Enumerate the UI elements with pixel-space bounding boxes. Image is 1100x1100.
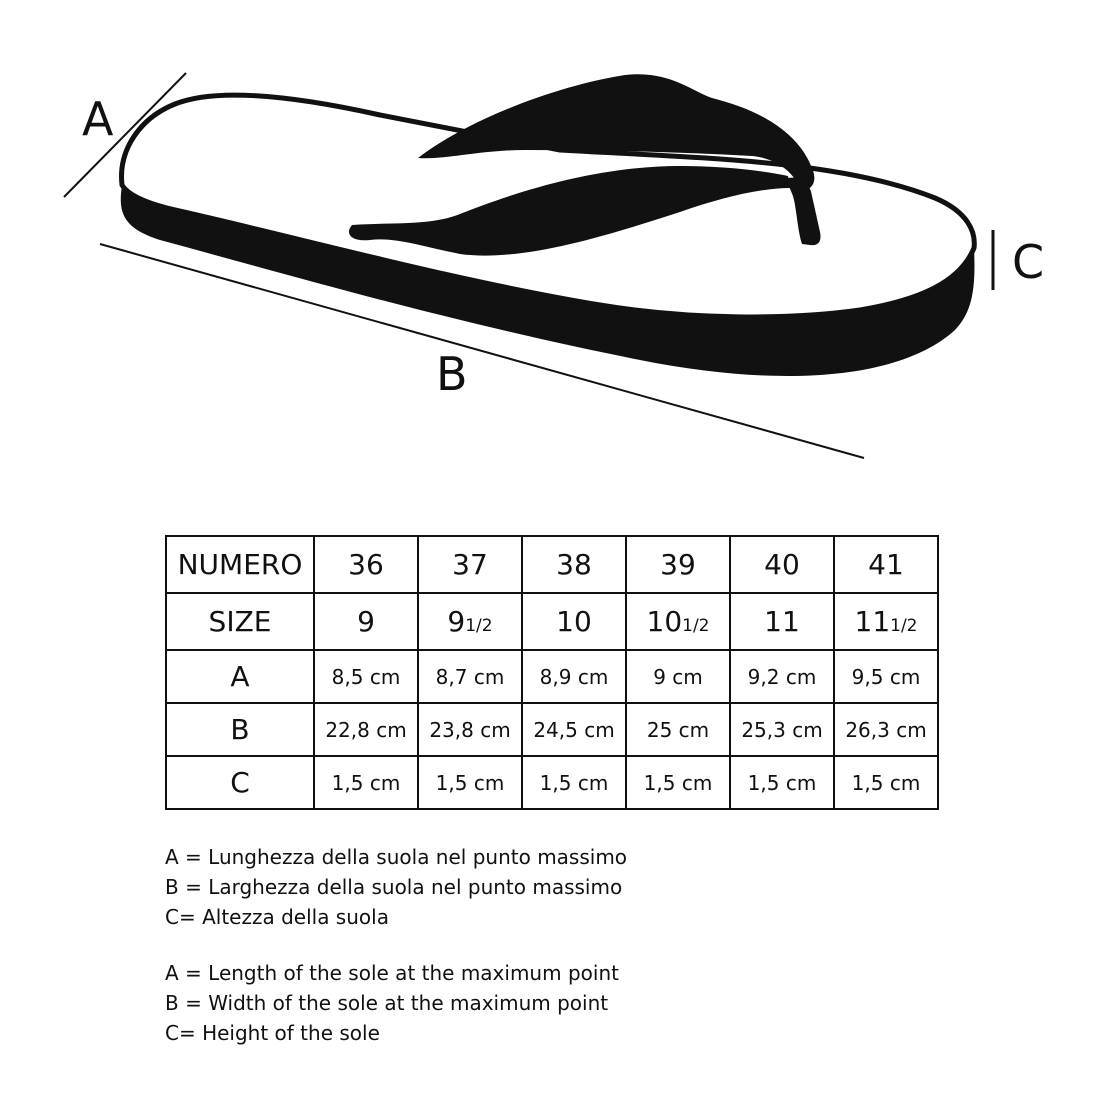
us-size-fraction: 1/2 xyxy=(682,616,710,636)
us-size-cell xyxy=(730,593,834,650)
legend-line: B = Larghezza della suola nel punto massimo xyxy=(165,875,623,899)
flip-flop-sandal-icon xyxy=(121,74,975,376)
us-size-whole: 10 xyxy=(646,605,683,638)
table-row-a xyxy=(166,650,938,703)
lower-strap xyxy=(349,166,790,256)
eu-size-cell: 41 xyxy=(834,536,938,593)
sandal-dimension-diagram xyxy=(0,0,1100,500)
measurement-cell: 25 cm xyxy=(626,703,730,756)
dimension-a-label: A xyxy=(82,92,114,146)
us-size-whole: 11 xyxy=(764,605,800,638)
dimension-b-label: B xyxy=(436,347,468,401)
eu-size-cell: 37 xyxy=(418,536,522,593)
us-size-cell xyxy=(626,593,730,650)
us-size-whole: 9 xyxy=(447,605,466,638)
legend-line: C= Height of the sole xyxy=(165,1021,380,1045)
us-size-cell xyxy=(418,593,522,650)
row-label-a: A xyxy=(166,650,314,703)
measurement-cell: 1,5 cm xyxy=(730,756,834,809)
legend-line: A = Length of the sole at the maximum point xyxy=(165,961,619,985)
measurement-cell: 1,5 cm xyxy=(418,756,522,809)
us-size-whole: 11 xyxy=(854,605,891,638)
eu-size-cell: 39 xyxy=(626,536,730,593)
row-label-c: C xyxy=(166,756,314,809)
measurement-cell: 9,2 cm xyxy=(730,650,834,703)
eu-size-cell: 36 xyxy=(314,536,418,593)
measurement-cell: 22,8 cm xyxy=(314,703,418,756)
measurement-cell: 8,5 cm xyxy=(314,650,418,703)
eu-size-cell: 38 xyxy=(522,536,626,593)
legend-english xyxy=(165,958,619,1048)
size-chart-table xyxy=(165,535,939,810)
legend-italian xyxy=(165,842,627,932)
measurement-cell: 8,7 cm xyxy=(418,650,522,703)
size-header-cell: SIZE xyxy=(166,593,314,650)
us-size-whole: 10 xyxy=(556,605,592,638)
measurement-cell: 1,5 cm xyxy=(626,756,730,809)
measurement-cell: 24,5 cm xyxy=(522,703,626,756)
us-size-fraction: 1/2 xyxy=(890,616,918,636)
measurement-cell: 1,5 cm xyxy=(314,756,418,809)
legend-line: A = Lunghezza della suola nel punto massimo xyxy=(165,845,628,869)
measurement-cell: 9,5 cm xyxy=(834,650,938,703)
us-size-whole: 9 xyxy=(357,605,375,638)
table-row-numero xyxy=(166,536,938,593)
legend-line: C= Altezza della suola xyxy=(165,905,389,929)
measurement-cell: 8,9 cm xyxy=(522,650,626,703)
table-row-size xyxy=(166,593,938,650)
us-size-cell xyxy=(834,593,938,650)
us-size-cell xyxy=(314,593,418,650)
dimension-c-label: C xyxy=(1012,235,1045,289)
us-size-cell xyxy=(522,593,626,650)
eu-size-cell: 40 xyxy=(730,536,834,593)
legend-line: B = Width of the sole at the maximum point xyxy=(165,991,609,1015)
measurement-cell: 9 cm xyxy=(626,650,730,703)
row-label-b: B xyxy=(166,703,314,756)
us-size-fraction: 1/2 xyxy=(465,616,493,636)
measurement-cell: 25,3 cm xyxy=(730,703,834,756)
table-row-c xyxy=(166,756,938,809)
numero-header-cell: NUMERO xyxy=(166,536,314,593)
table-row-b xyxy=(166,703,938,756)
measurement-cell: 26,3 cm xyxy=(834,703,938,756)
measurement-cell: 1,5 cm xyxy=(834,756,938,809)
measurement-cell: 1,5 cm xyxy=(522,756,626,809)
toe-post xyxy=(788,178,821,246)
measurement-cell: 23,8 cm xyxy=(418,703,522,756)
